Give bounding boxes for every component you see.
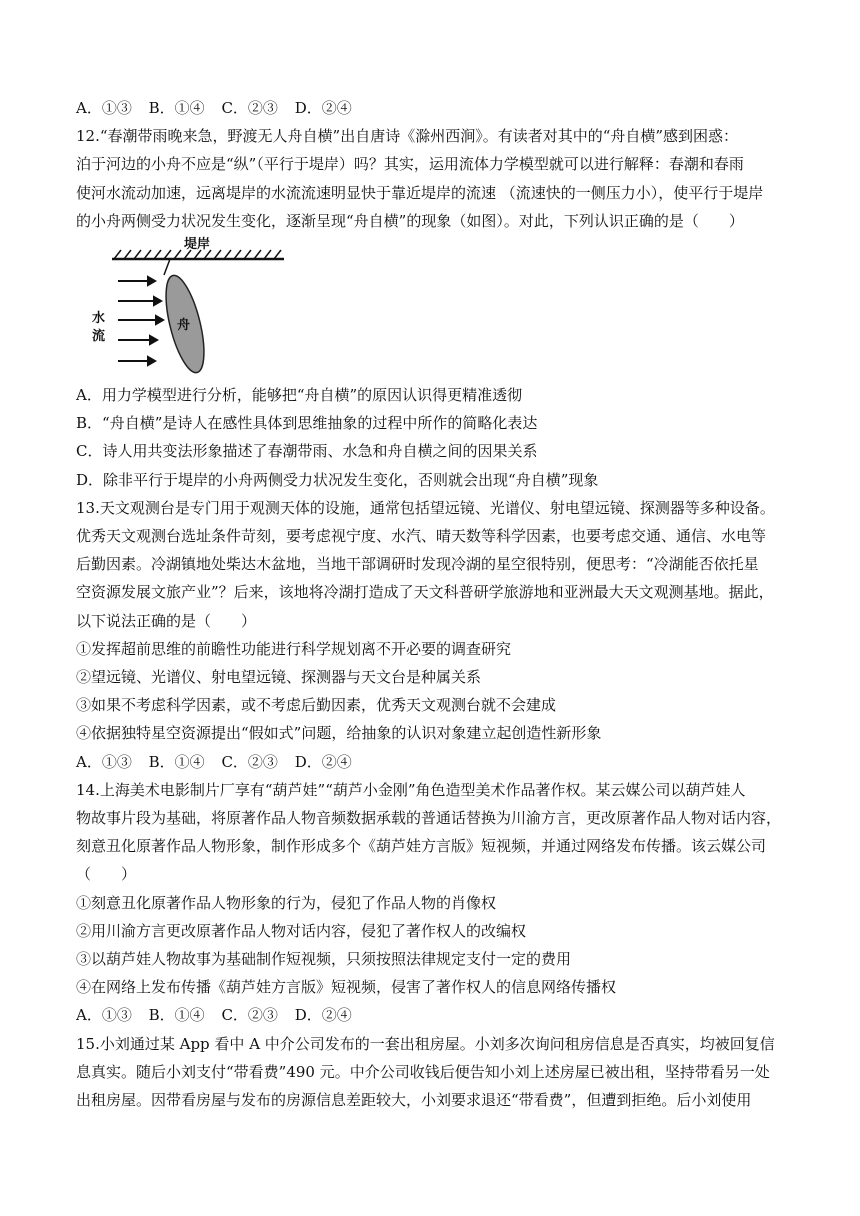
q14-stem-line: （ ）	[76, 865, 137, 884]
boat-label: 舟	[177, 318, 191, 334]
question-15	[76, 1030, 796, 1115]
q11-options	[76, 94, 796, 122]
option-d: D．②④	[294, 99, 352, 117]
q12-option-a: A．用力学模型进行分析，能够把“舟自横”的原因认识得更精准透彻	[76, 386, 523, 405]
q14-options	[76, 1001, 796, 1029]
q13-stem-line: 空资源发展文旅产业”？后来，该地将冷湖打造成了天文科普研学旅游地和亚洲最大天文观测基地。据此，	[76, 583, 774, 602]
q13-item-3: ③如果不考虑科学因素，或不考虑后勤因素，优秀天文观测台就不会建成	[76, 696, 557, 715]
option-a: A．①③	[76, 752, 132, 771]
question-14	[76, 776, 796, 1030]
q13-options	[76, 748, 796, 776]
exam-page	[76, 94, 796, 1114]
q12-stem-line: 泊于河边的小舟不应是“纵”（平行于堤岸）吗？其实，运用流体力学模型就可以进行解释：春潮和春雨	[76, 155, 744, 174]
option-c: C．②③	[221, 1006, 278, 1025]
q12-option-c: C．诗人用共变法形象描述了春潮带雨、水急和舟自横之间的因果关系	[76, 442, 538, 461]
q14-item-1: ①刻意丑化原著作品人物形象的行为，侵犯了作品人物的肖像权	[76, 893, 497, 912]
q12-stem-line: 使河水流动加速，远离堤岸的水流流速明显快于靠近堤岸的流速 （流速快的一侧压力小），使平行于堤岸	[76, 183, 764, 202]
bank-label: 堤岸	[184, 237, 211, 253]
boat-figure	[84, 237, 314, 377]
option-c: C．②③	[221, 99, 278, 117]
option-a: A．①③	[76, 1006, 132, 1025]
question-13	[76, 494, 796, 776]
q15-stem-line: 出租房屋。因带看房屋与发布的房源信息差距较大，小刘要求退还“带看费”，但遭到拒绝。后小刘使用	[76, 1091, 752, 1110]
q14-item-2: ②用川渝方言更改原著作品人物对话内容，侵犯了著作权人的改编权	[76, 921, 527, 940]
q13-item-1: ①发挥超前思维的前瞻性功能进行科学规划离不开必要的调查研究	[76, 639, 512, 658]
q14-stem-line: 14.上海美术电影制片厂享有“葫芦娃”“葫芦小金刚”角色造型美术作品著作权。某云媒公司以葫芦娃人	[76, 780, 746, 799]
water-label-2: 流	[92, 329, 106, 345]
q13-stem-line: 13.天文观测台是专门用于观测天体的设施，通常包括望远镜、光谱仪、射电望远镜、探测器等多种设备。	[76, 498, 775, 517]
q12-option-d: D．除非平行于堤岸的小舟两侧受力状况发生变化，否则就会出现“舟自横”现象	[76, 470, 599, 489]
boat-diagram	[84, 237, 314, 377]
q13-stem-line: 以下说法正确的是（ ）	[76, 611, 257, 630]
question-12	[76, 122, 796, 494]
flow-arrows	[118, 277, 163, 365]
q13-item-4: ④依据独特星空资源提出“假如式”问题，给抽象的认识对象建立起创造性新形象	[76, 724, 602, 743]
mooring-rope	[164, 259, 170, 275]
option-b: B．①④	[148, 1006, 205, 1025]
q12-stem-line: 12.“春潮带雨晚来急，野渡无人舟自横”出自唐诗《滁州西涧》。有读者对其中的“舟自横”感到困惑：	[76, 127, 739, 146]
option-a: A．①③	[76, 99, 132, 117]
q15-stem-line: 息真实。随后小刘支付“带看费”490 元。中介公司收钱后便告知小刘上述房屋已被出租，坚持带看另一处	[76, 1062, 770, 1081]
q14-stem-line: 刻意丑化原著作品人物形象，制作形成多个《葫芦娃方言版》短视频，并通过网络发布传播。该云媒公司	[76, 837, 767, 856]
q13-stem-line: 优秀天文观测台选址条件苛刻，要考虑视宁度、水汽、晴天数等科学因素，也要考虑交通、通信、水电等	[76, 527, 767, 546]
q14-item-4: ④在网络上发布传播《葫芦娃方言版》短视频，侵害了著作权人的信息网络传播权	[76, 978, 617, 997]
q13-stem-line: 后勤因素。冷湖镇地处柴达木盆地，当地干部调研时发现冷湖的星空很特别，便思考：“冷湖能否依托星	[76, 555, 759, 574]
q12-option-b: B．“舟自横”是诗人在感性具体到思维抽象的过程中所作的简略化表达	[76, 414, 538, 433]
q14-item-3: ③以葫芦娃人物故事为基础制作短视频，只须按照法律规定支付一定的费用	[76, 950, 572, 969]
q12-stem-line: 的小舟两侧受力状况发生变化，逐渐呈现“舟自横”的现象（如图）。对此，下列认识正确的是（ ）	[76, 211, 744, 230]
option-c: C．②③	[221, 752, 278, 771]
q15-stem-line: 15.小刘通过某 App 看中 A 中介公司发布的一套出租房屋。小刘多次询问租房信息是否真实，均被回复信	[76, 1034, 775, 1053]
option-d: D．②④	[294, 752, 352, 771]
q13-item-2: ②望远镜、光谱仪、射电望远镜、探测器与天文台是种属关系	[76, 668, 482, 687]
option-b: B．①④	[148, 99, 205, 117]
option-b: B．①④	[148, 752, 205, 771]
q14-stem-line: 物故事片段为基础，将原著作品人物音频数据承载的普通话替换为川渝方言，更改原著作品人物对话内容，	[76, 809, 782, 828]
option-d: D．②④	[294, 1006, 352, 1025]
water-label-1: 水	[92, 311, 106, 327]
